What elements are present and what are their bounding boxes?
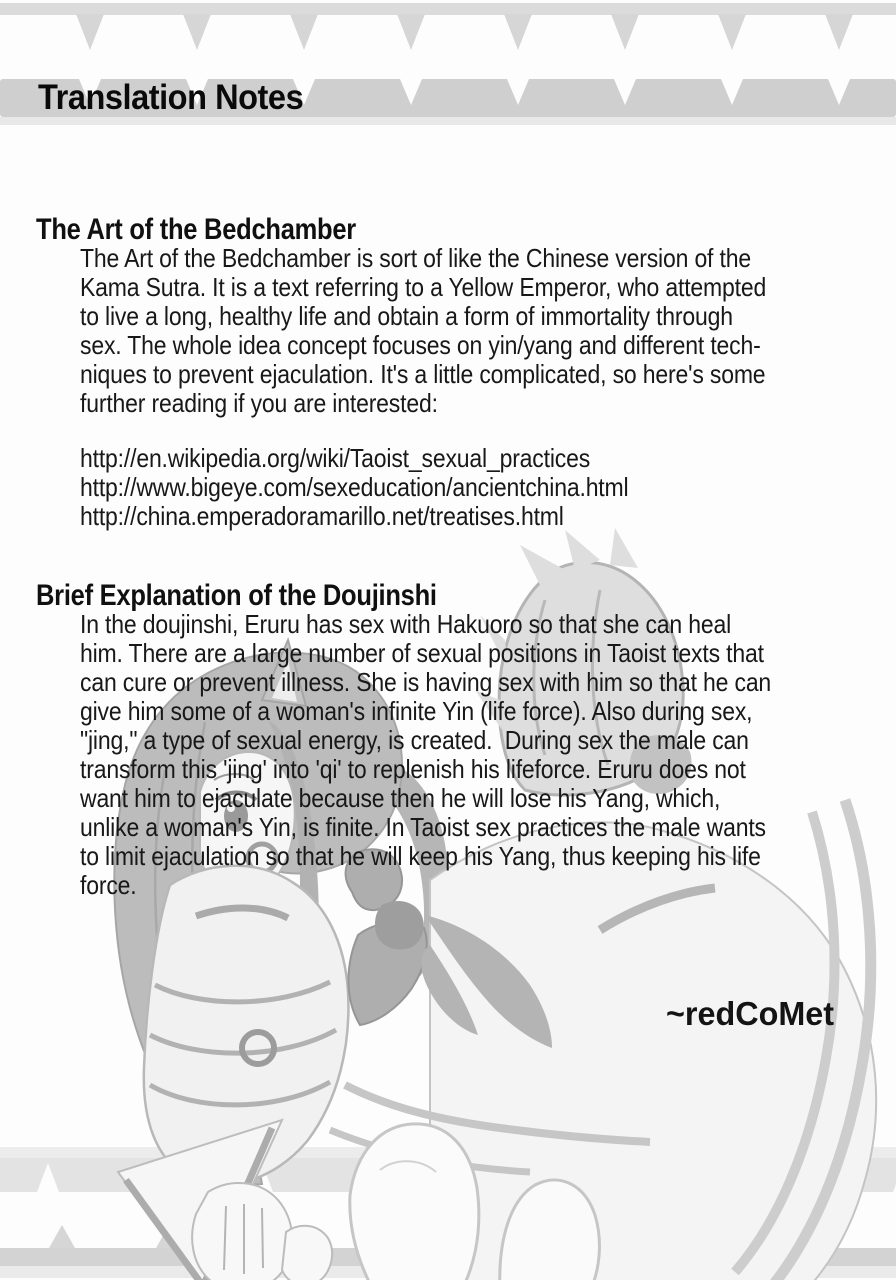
body-line: Kama Sutra. It is a text referring to a Yellow Emperor, who attempted — [80, 272, 767, 302]
url-line: http://china.emperadoramarillo.net/treatises.html — [80, 501, 564, 531]
body-line: sex. The whole idea concept focuses on yin/yang and different tech- — [80, 330, 761, 360]
url-line: http://www.bigeye.com/sexeducation/ancientchina.html — [80, 472, 629, 502]
body-line: to live a long, healthy life and obtain a form of immortality through — [80, 301, 733, 331]
body-line: to limit ejaculation so that he will keep his Yang, thus keeping his life — [80, 841, 761, 871]
body-line: transform this 'jing' into 'qi' to replenish his lifeforce. Eruru does not — [80, 754, 746, 784]
paragraph-doujinshi — [80, 610, 861, 900]
body-line: The Art of the Bedchamber is sort of like the Chinese version of the — [80, 243, 751, 273]
body-line: further reading if you are interested: — [80, 388, 438, 418]
body-line: give him some of a woman's infinite Yin (life force). Also during sex, — [80, 696, 753, 726]
body-line: In the doujinshi, Eruru has sex with Hakuoro so that she can heal — [80, 609, 732, 639]
paragraph-bedchamber — [80, 244, 855, 418]
body-line: niques to prevent ejaculation. It's a little complicated, so here's some — [80, 359, 766, 389]
section-heading-doujinshi: Brief Explanation of the Doujinshi — [36, 579, 437, 612]
url-line: http://en.wikipedia.org/wiki/Taoist_sexual_practices — [80, 443, 591, 473]
body-line: him. There are a large number of sexual positions in Taoist texts that — [80, 638, 764, 668]
link-list — [80, 444, 700, 531]
page-title: Translation Notes — [38, 78, 304, 117]
body-line: can cure or prevent illness. She is having sex with him so that he can — [80, 667, 772, 697]
body-line: "jing," a type of sexual energy, is created. During sex the male can — [80, 725, 749, 755]
body-line: unlike a woman's Yin, is finite. In Taoist sex practices the male wants — [80, 812, 766, 842]
body-line: force. — [80, 870, 137, 900]
section-heading-bedchamber: The Art of the Bedchamber — [36, 213, 356, 246]
translator-signature: ~redCoMet — [666, 995, 835, 1032]
body-line: want him to ejaculate because then he will lose his Yang, which, — [80, 783, 721, 813]
